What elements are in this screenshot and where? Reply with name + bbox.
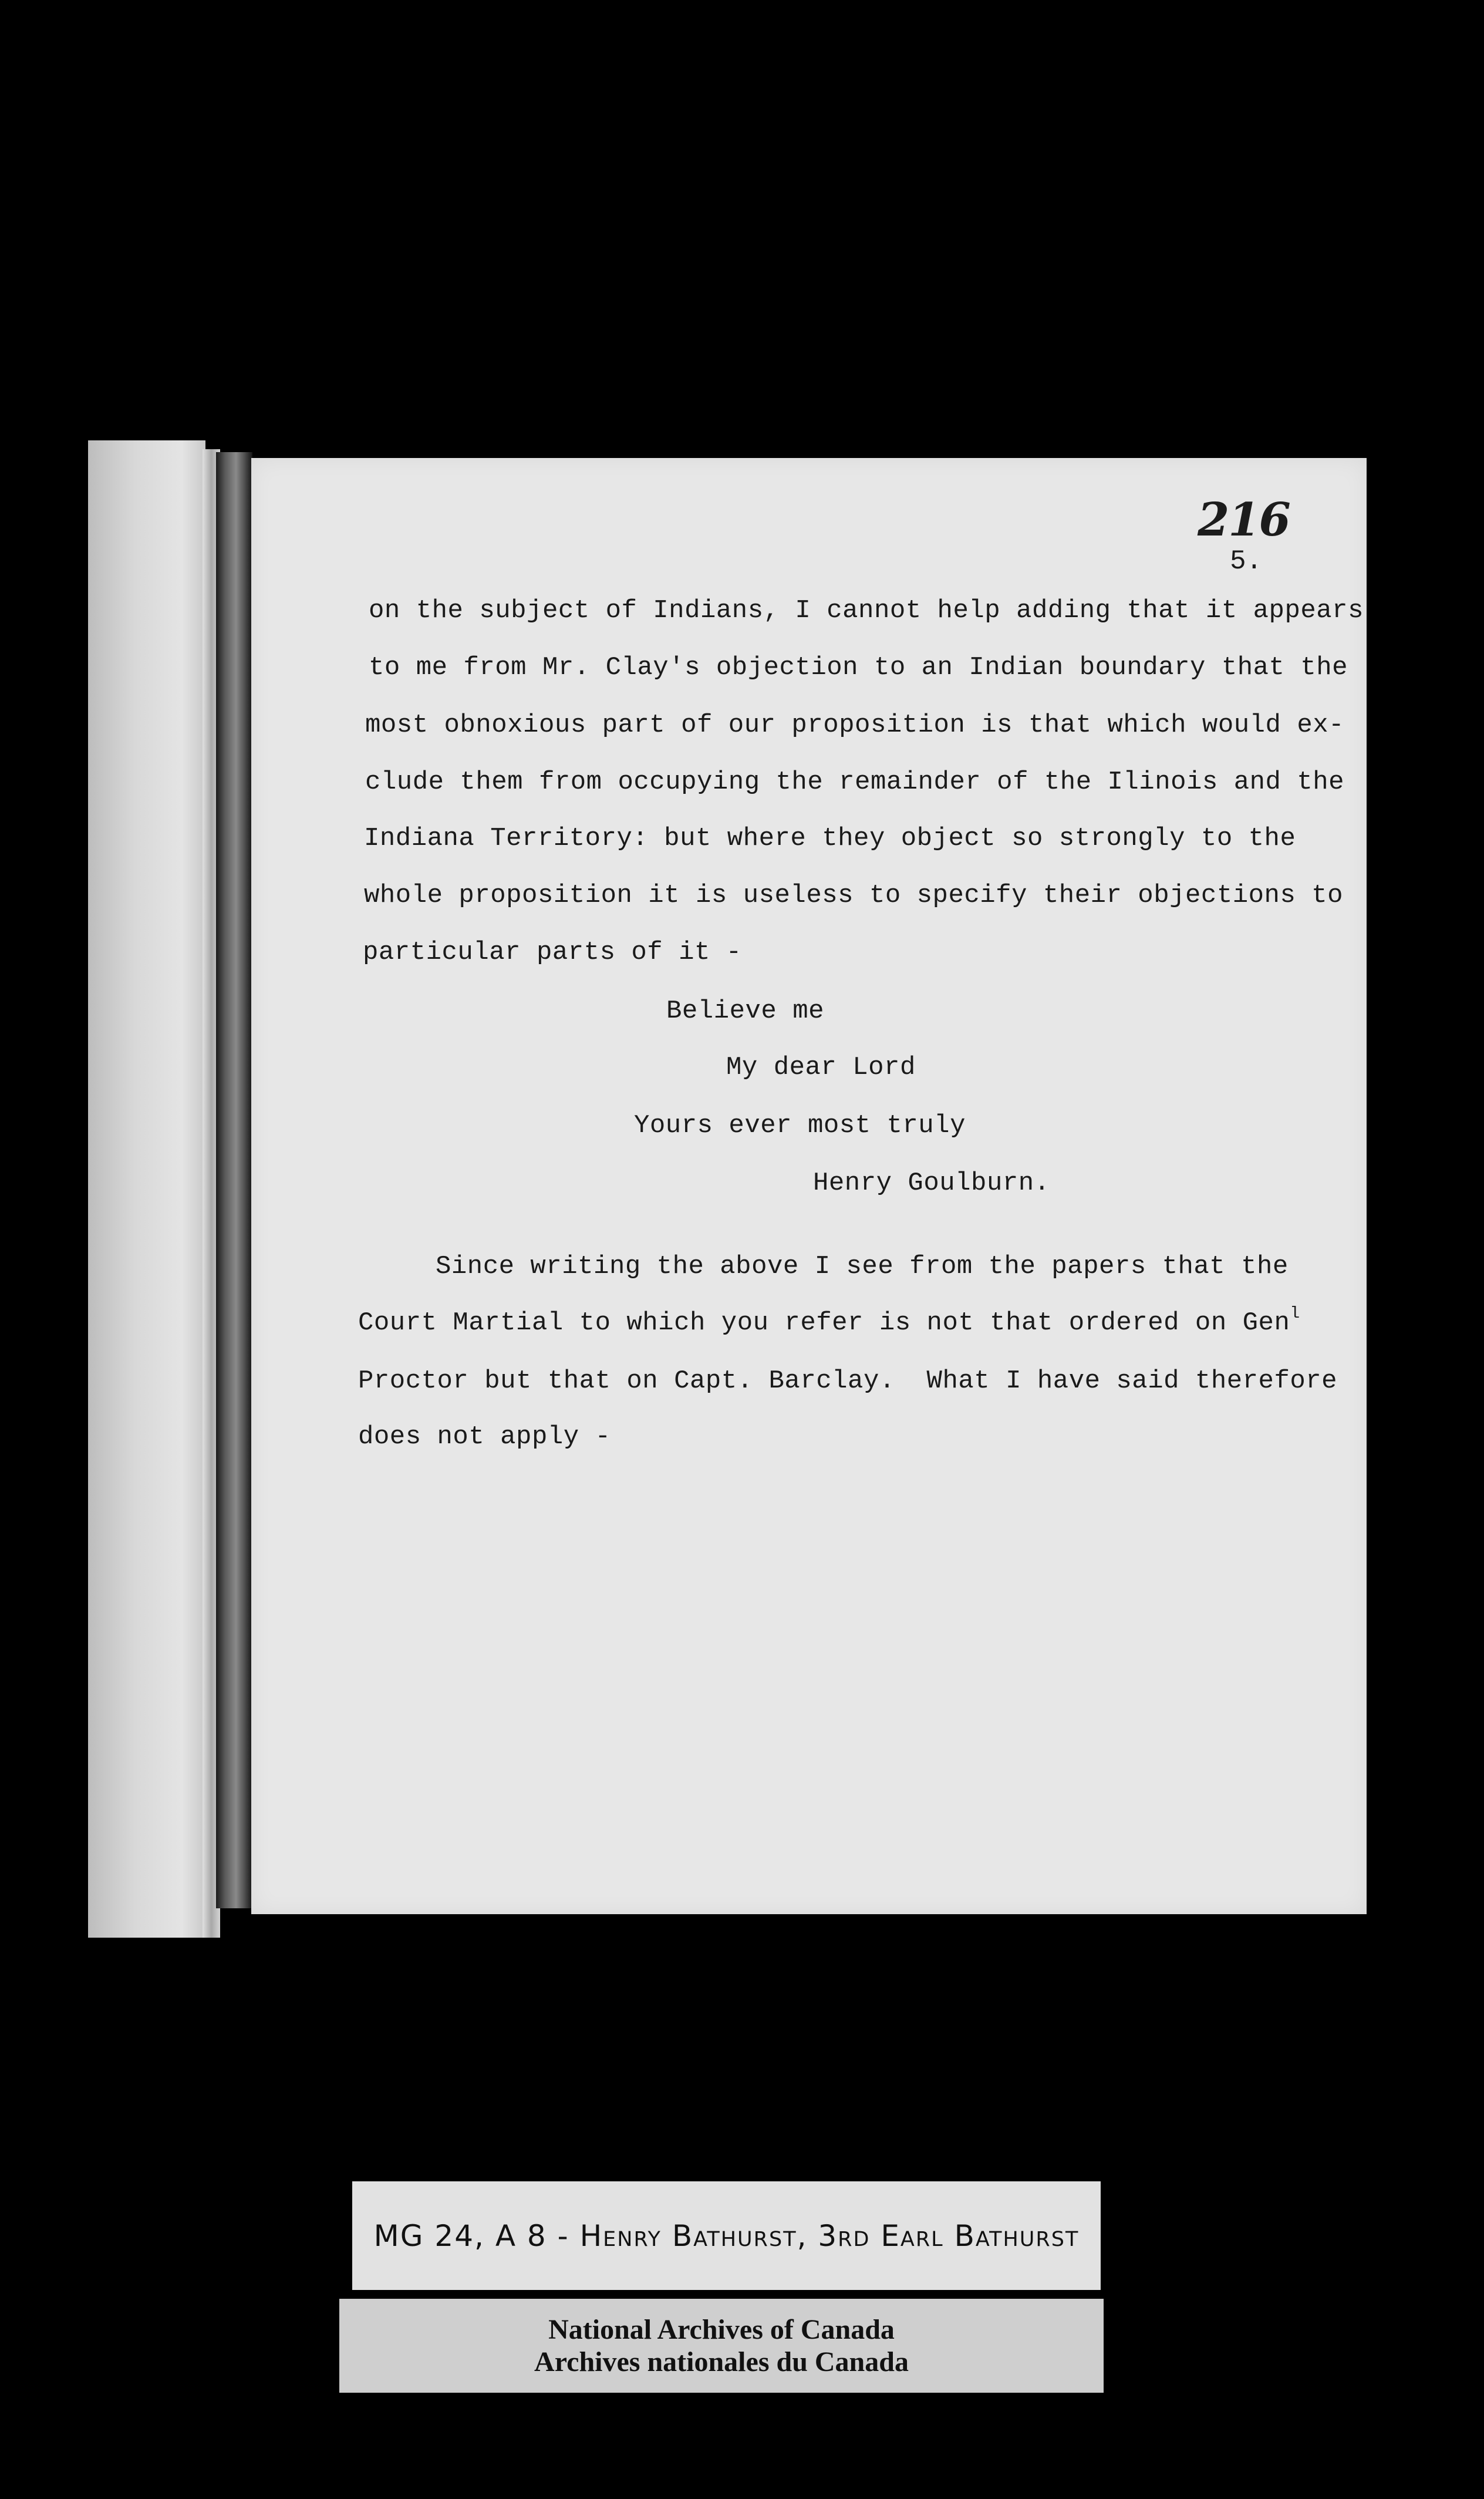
- facing-page: [88, 440, 205, 1938]
- letter-line: particular parts of it -: [363, 938, 742, 967]
- signature: Henry Goulburn.: [813, 1168, 1050, 1198]
- letter-line: clude them from occupying the remainder of the Ilinois and the: [365, 767, 1345, 797]
- archive-name-en: National Archives of Canada: [548, 2313, 895, 2345]
- postscript-line: does not apply -: [358, 1422, 611, 1451]
- letter-line: on the subject of Indians, I cannot help adding that it appears: [369, 596, 1364, 625]
- letter-line: whole proposition it is useless to specify their objections to: [364, 881, 1344, 910]
- postscript-line: Court Martial to which you refer is not that ordered on Gen$^l$: [358, 1305, 1300, 1338]
- letter-line: Indiana Territory: but where they object so strongly to the: [364, 824, 1296, 853]
- postscript-line: Proctor but that on Capt. Barclay. What I have said therefore: [358, 1366, 1338, 1396]
- closing-salutation: My dear Lord: [726, 1053, 916, 1082]
- archive-stamp: [339, 2299, 1104, 2393]
- page-number: 5.: [1230, 546, 1263, 577]
- postscript-line: Since writing the above I see from the papers that the: [436, 1252, 1289, 1281]
- closing-believe: Believe me: [666, 996, 825, 1026]
- collection-label: [352, 2181, 1101, 2290]
- binding-spine: [216, 452, 252, 1908]
- letter-line: most obnoxious part of our proposition is that which would ex-: [365, 710, 1345, 740]
- archive-name-fr: Archives nationales du Canada: [534, 2346, 909, 2377]
- closing-yours: Yours ever most truly: [634, 1111, 966, 1140]
- letter-line: to me from Mr. Clay's objection to an Indian boundary that the: [369, 653, 1348, 682]
- folio-number: 216: [1198, 493, 1290, 547]
- collection-label-text: MG 24, A 8 - Henry Bathurst, 3rd Earl Bathurst: [373, 2218, 1080, 2253]
